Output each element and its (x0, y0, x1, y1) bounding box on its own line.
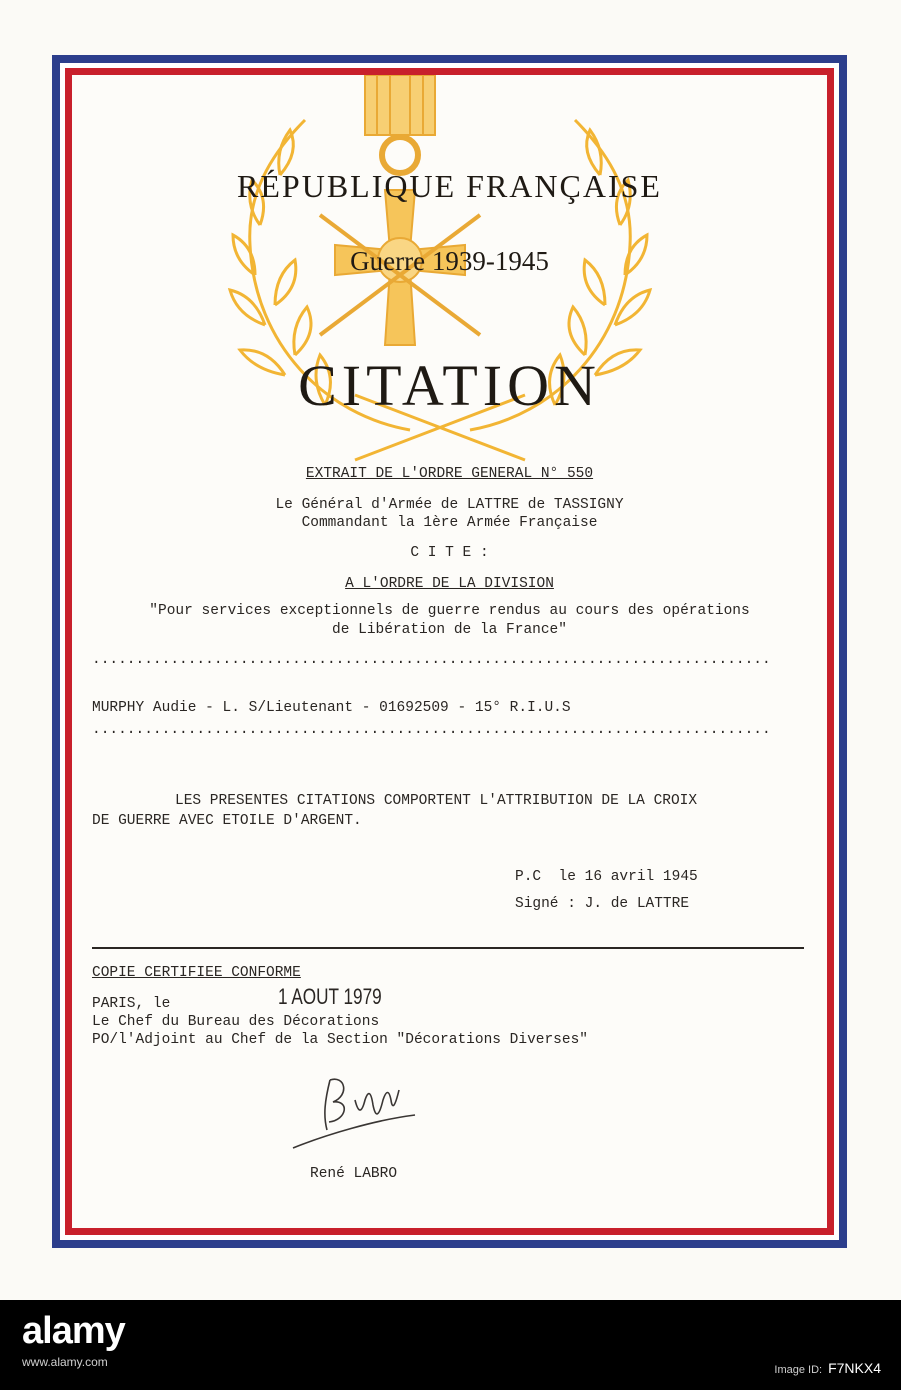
general-name-line: Le Général d'Armée de LATTRE de TASSIGNY (275, 497, 624, 513)
republic-heading: RÉPUBLIQUE FRANÇAISE (237, 168, 662, 204)
citation-title: CITATION (298, 353, 601, 418)
dotted-separator: .............................................................................. (92, 722, 771, 738)
cite-label: C I T E : (410, 545, 489, 561)
certified-copy-heading: COPIE CERTIFIEE CONFORME (92, 965, 301, 981)
motive-line-1: "Pour services exceptionnels de guerre rendus au cours des opérations (149, 603, 750, 619)
award-line-2: DE GUERRE AVEC ETOILE D'ARGENT. (92, 813, 362, 829)
signatory-name: René LABRO (310, 1166, 398, 1182)
certification-place: PARIS, le (92, 996, 171, 1012)
stock-footer-band (0, 1300, 901, 1390)
divider-line (92, 947, 804, 949)
motive-line-2: de Libération de la France" (332, 622, 567, 638)
general-command-line: Commandant la 1ère Armée Française (301, 515, 598, 531)
image-id (774, 1360, 881, 1376)
alamy-logo: alamy (22, 1310, 125, 1352)
footer-site: www.alamy.com (22, 1355, 108, 1369)
image-id-label: Image ID: (774, 1364, 823, 1376)
signoff-place-date: P.C le 16 avril 1945 (515, 869, 698, 885)
recipient-line: MURPHY Audie - L. S/Lieutenant - 01692509 - 15° R.I.U.S (92, 700, 571, 716)
division-order-heading: A L'ORDRE DE LA DIVISION (345, 576, 554, 592)
bureau-chief-line: Le Chef du Bureau des Décorations (92, 1014, 380, 1030)
award-line-1: LES PRESENTES CITATIONS COMPORTENT L'ATTRIBUTION DE LA CROIX (175, 793, 698, 809)
deputy-line: PO/l'Adjoint au Chef de la Section "Décorations Diverses" (92, 1032, 588, 1048)
signoff-signed: Signé : J. de LATTRE (515, 896, 690, 912)
stamped-date: 1 AOUT 1979 (278, 984, 382, 1009)
handwritten-signature (285, 1060, 435, 1160)
image-id-value: F7NKX4 (828, 1360, 881, 1376)
dotted-separator: .............................................................................. (92, 652, 771, 668)
war-period-heading: Guerre 1939-1945 (350, 246, 549, 276)
order-extract-heading: EXTRAIT DE L'ORDRE GENERAL N° 550 (305, 466, 594, 482)
